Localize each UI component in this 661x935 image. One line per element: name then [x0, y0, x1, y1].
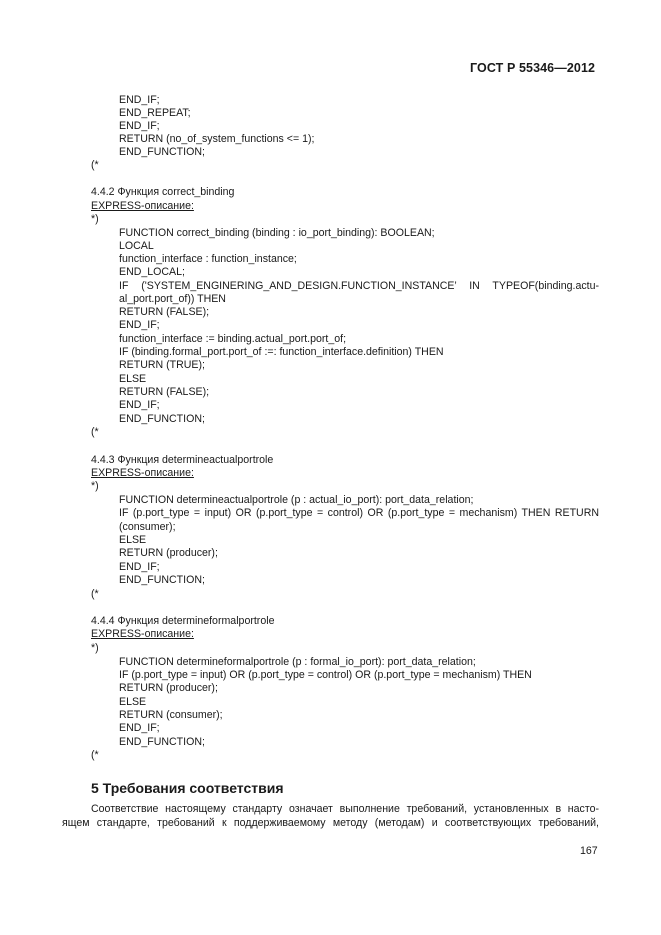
- code-line: FUNCTION correct_binding (binding : io_port_binding): BOOLEAN;: [119, 227, 435, 239]
- code-line: FUNCTION determineformalportrole (p : formal_io_port): port_data_relation;: [119, 656, 476, 668]
- code-line: RETURN (producer);: [119, 547, 218, 559]
- code-line: ELSE: [119, 534, 147, 546]
- code-line: RETURN (TRUE);: [119, 359, 205, 371]
- page-number: 167: [580, 845, 598, 857]
- code-line: al_port.port_of)) THEN: [119, 293, 226, 305]
- comment-close-marker: *): [91, 642, 99, 654]
- code-line: END_IF;: [119, 94, 160, 106]
- subsection-heading: 4.4.4 Функция determineformalportrole: [91, 615, 275, 627]
- code-line: END_IF;: [119, 722, 160, 734]
- code-line: LOCAL: [119, 240, 154, 252]
- code-line: RETURN (consumer);: [119, 709, 223, 721]
- code-line: END_REPEAT;: [119, 107, 191, 119]
- code-line: ELSE: [119, 696, 147, 708]
- comment-open-marker: (*: [91, 749, 99, 761]
- code-line: ELSE: [119, 373, 147, 385]
- paragraph-line: ящем стандарте, требований к поддерживаемому методу (методам) и соответствующих требований,: [62, 817, 599, 829]
- code-line: IF (p.port_type = input) OR (p.port_type = control) OR (p.port_type = mechanism) THEN: [119, 669, 532, 681]
- comment-open-marker: (*: [91, 588, 99, 600]
- express-label: EXPRESS-описание:: [91, 467, 194, 479]
- section-heading: 5 Требования соответствия: [91, 780, 284, 796]
- code-line: IF ('SYSTEM_ENGINERING_AND_DESIGN.FUNCTION_INSTANCE’ IN TYPEOF(binding.actu-: [119, 280, 599, 292]
- code-line: RETURN (FALSE);: [119, 306, 210, 318]
- code-line: function_interface : function_instance;: [119, 253, 297, 265]
- code-line: RETURN (no_of_system_functions <= 1);: [119, 133, 315, 145]
- code-line: END_IF;: [119, 399, 160, 411]
- code-line: FUNCTION determineactualportrole (p : actual_io_port): port_data_relation;: [119, 494, 474, 506]
- express-label: EXPRESS-описание:: [91, 200, 194, 212]
- code-line: END_IF;: [119, 319, 160, 331]
- express-label: EXPRESS-описание:: [91, 628, 194, 640]
- subsection-heading: 4.4.2 Функция correct_binding: [91, 186, 235, 198]
- code-line: END_IF;: [119, 120, 160, 132]
- document-header: ГОСТ Р 55346—2012: [470, 61, 596, 75]
- code-line: function_interface := binding.actual_port.port_of;: [119, 333, 347, 345]
- code-line: (consumer);: [119, 521, 176, 533]
- paragraph-line: Соответствие настоящему стандарту означает выполнение требований, установленных в насто-: [91, 803, 599, 815]
- code-line: END_FUNCTION;: [119, 574, 205, 586]
- code-line: RETURN (producer);: [119, 682, 218, 694]
- subsection-heading: 4.4.3 Функция determineactualportrole: [91, 454, 274, 466]
- code-line: IF (p.port_type = input) OR (p.port_type = control) OR (p.port_type = mechanism) THEN RETURN: [119, 507, 599, 519]
- code-line: END_FUNCTION;: [119, 736, 205, 748]
- code-line: END_FUNCTION;: [119, 413, 205, 425]
- code-line: RETURN (FALSE);: [119, 386, 210, 398]
- comment-open-marker: (*: [91, 426, 99, 438]
- comment-open-marker: (*: [91, 159, 99, 171]
- code-line: END_IF;: [119, 561, 160, 573]
- code-line: END_FUNCTION;: [119, 146, 205, 158]
- comment-close-marker: *): [91, 213, 99, 225]
- code-line: END_LOCAL;: [119, 266, 185, 278]
- comment-close-marker: *): [91, 480, 99, 492]
- code-line: IF (binding.formal_port.port_of :=: function_interface.definition) THEN: [119, 346, 444, 358]
